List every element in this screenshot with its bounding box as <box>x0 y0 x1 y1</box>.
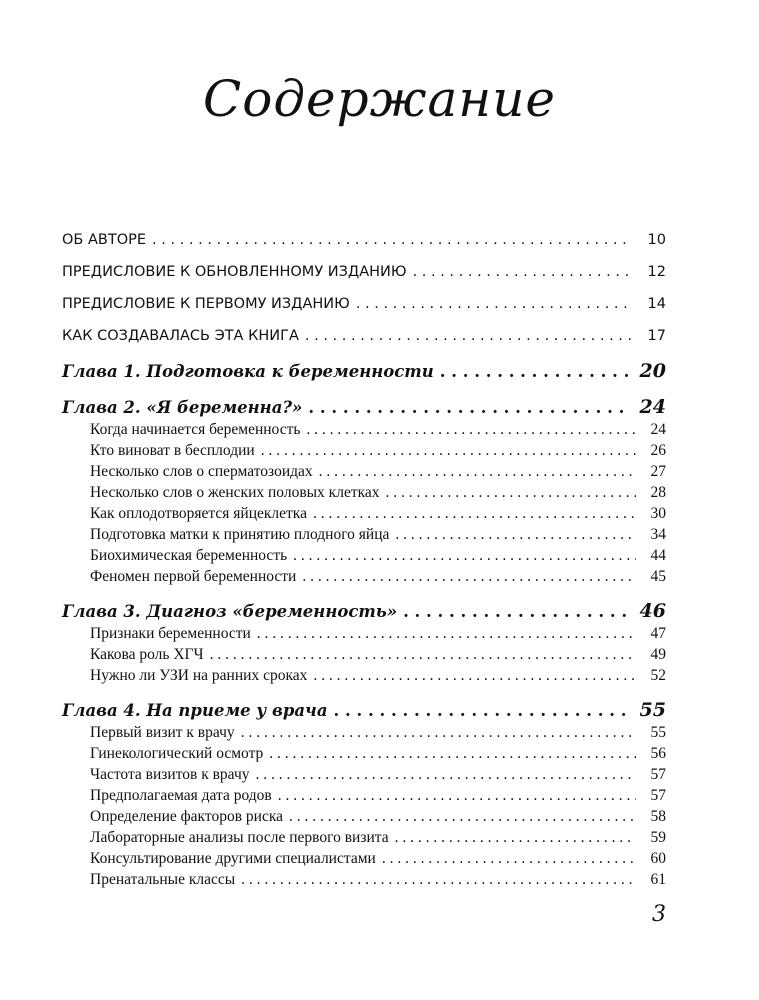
toc-page-number: 10 <box>647 232 666 248</box>
toc-entry-title: Биохимическая беременность <box>90 547 288 564</box>
toc-subsection-row <box>90 667 666 685</box>
toc-entry-title: КАК СОЗДАВАЛАСЬ ЭТА КНИГА <box>62 328 299 344</box>
dot-leader <box>308 398 630 417</box>
toc-page-number: 57 <box>650 787 666 804</box>
toc-entry-title: Нужно ли УЗИ на ранних сроках <box>90 667 308 684</box>
toc-page-number: 55 <box>650 724 666 741</box>
dot-leader <box>261 442 636 460</box>
toc-subsection-row <box>90 625 666 643</box>
dot-leader <box>319 463 636 481</box>
toc-entry-title: Предполагаемая дата родов <box>90 787 272 804</box>
dot-leader <box>269 745 636 763</box>
dot-leader <box>302 568 636 586</box>
toc-chapter-row <box>62 600 666 622</box>
toc-entry-title: Несколько слов о сперматозоидах <box>90 463 313 480</box>
dot-leader <box>440 362 630 381</box>
toc-chapter-row <box>62 360 666 382</box>
toc-page-number: 17 <box>647 328 666 344</box>
toc-entry-title: Глава 2. «Я беременна?» <box>62 398 303 417</box>
toc-entry-title: Консультирование другими специалистами <box>90 850 376 867</box>
toc-page-number: 46 <box>639 600 666 622</box>
dot-leader <box>241 871 636 889</box>
dot-leader <box>257 625 636 643</box>
dot-leader <box>395 526 636 544</box>
toc-subsection-row <box>90 505 666 523</box>
toc-page-number: 57 <box>650 766 666 783</box>
toc-entry-title: Глава 3. Диагноз «беременность» <box>62 602 398 621</box>
toc-page-number: 12 <box>647 264 666 280</box>
toc-page-number: 44 <box>650 547 666 564</box>
toc-entry-title: Пренатальные классы <box>90 871 236 888</box>
toc-page-number: 47 <box>650 625 666 642</box>
toc-entry-title: Несколько слов о женских половых клетках <box>90 484 380 501</box>
toc-entry-title: Феномен первой беременности <box>90 568 297 585</box>
toc-page-number: 30 <box>650 505 666 522</box>
dot-leader <box>289 808 636 826</box>
toc-entry-title: Как оплодотворяется яйцеклетка <box>90 505 307 522</box>
toc-page-number: 28 <box>650 484 666 501</box>
toc-subsection-row <box>90 484 666 502</box>
dot-leader <box>403 602 630 621</box>
dot-leader <box>241 724 636 742</box>
dot-leader <box>293 547 636 565</box>
dot-leader <box>382 850 636 868</box>
dot-leader <box>413 264 632 280</box>
toc-subsection-row <box>90 829 666 847</box>
toc-page-number: 58 <box>650 808 666 825</box>
page-title: Содержание <box>202 70 557 128</box>
dot-leader <box>386 484 636 502</box>
toc-section-row <box>62 264 666 280</box>
dot-leader <box>313 667 636 685</box>
page-number: 3 <box>652 902 666 927</box>
toc-subsection-row <box>90 724 666 742</box>
toc-subsection-row <box>90 745 666 763</box>
toc-subsection-row <box>90 442 666 460</box>
dot-leader <box>210 646 636 664</box>
toc-entry-title: Подготовка матки к принятию плодного яйца <box>90 526 390 543</box>
toc-entry-title: Кто виноват в бесплодии <box>90 442 255 459</box>
toc-page-number: 34 <box>650 526 666 543</box>
toc-page-number: 55 <box>639 699 666 721</box>
toc-page-number: 20 <box>639 360 666 382</box>
toc-page-number: 27 <box>650 463 666 480</box>
toc-chapter-row <box>62 396 666 418</box>
toc-entry-title: Признаки беременности <box>90 625 251 642</box>
toc-page-number: 24 <box>650 421 666 438</box>
dot-leader <box>313 505 636 523</box>
toc-entry-title: Первый визит к врачу <box>90 724 235 741</box>
toc-entry-title: Определение факторов риска <box>90 808 284 825</box>
toc-subsection-row <box>90 646 666 664</box>
toc-section-row <box>62 232 666 248</box>
toc-page-number: 45 <box>650 568 666 585</box>
toc-section-row <box>62 296 666 312</box>
toc-entry-title: Частота визитов к врачу <box>90 766 250 783</box>
toc-subsection-row <box>90 421 666 439</box>
toc-page-number: 56 <box>650 745 666 762</box>
toc-chapter-row <box>62 699 666 721</box>
toc-subsection-row <box>90 568 666 586</box>
dot-leader <box>152 232 632 248</box>
dot-leader <box>256 766 637 784</box>
toc-entry-title: Глава 4. На приеме у врача <box>62 701 328 720</box>
toc-page-number: 52 <box>650 667 666 684</box>
dot-leader <box>306 421 636 439</box>
toc-page-number: 49 <box>650 646 666 663</box>
toc-entry-title: ПРЕДИСЛОВИЕ К ПЕРВОМУ ИЗДАНИЮ <box>62 296 350 312</box>
toc-page-number: 60 <box>650 850 666 867</box>
toc-entry-title: Какова роль ХГЧ <box>90 646 204 663</box>
toc-entry-title: Гинекологический осмотр <box>90 745 264 762</box>
toc-entry-title: Когда начинается беременность <box>90 421 301 438</box>
dot-leader <box>305 328 632 344</box>
toc-subsection-row <box>90 766 666 784</box>
toc-subsection-row <box>90 808 666 826</box>
toc-section-row <box>62 328 666 344</box>
toc-subsection-row <box>90 547 666 565</box>
dot-leader <box>395 829 636 847</box>
toc-page-number: 24 <box>639 396 666 418</box>
toc-page-number: 61 <box>650 871 666 888</box>
toc-page-number: 14 <box>647 296 666 312</box>
toc-subsection-row <box>90 871 666 889</box>
toc-entry-title: Лабораторные анализы после первого визита <box>90 829 389 846</box>
toc-page-number: 26 <box>650 442 666 459</box>
toc-entry-title: Глава 1. Подготовка к беременности <box>62 362 434 381</box>
toc-entry-title: ПРЕДИСЛОВИЕ К ОБНОВЛЕННОМУ ИЗДАНИЮ <box>62 264 407 280</box>
toc-subsection-row <box>90 787 666 805</box>
toc-entry-title: ОБ АВТОРЕ <box>62 232 147 248</box>
toc-subsection-row <box>90 463 666 481</box>
toc-subsection-row <box>90 526 666 544</box>
dot-leader <box>334 701 630 720</box>
dot-leader <box>278 787 636 805</box>
dot-leader <box>356 296 632 312</box>
toc-page-number: 59 <box>650 829 666 846</box>
toc-subsection-row <box>90 850 666 868</box>
